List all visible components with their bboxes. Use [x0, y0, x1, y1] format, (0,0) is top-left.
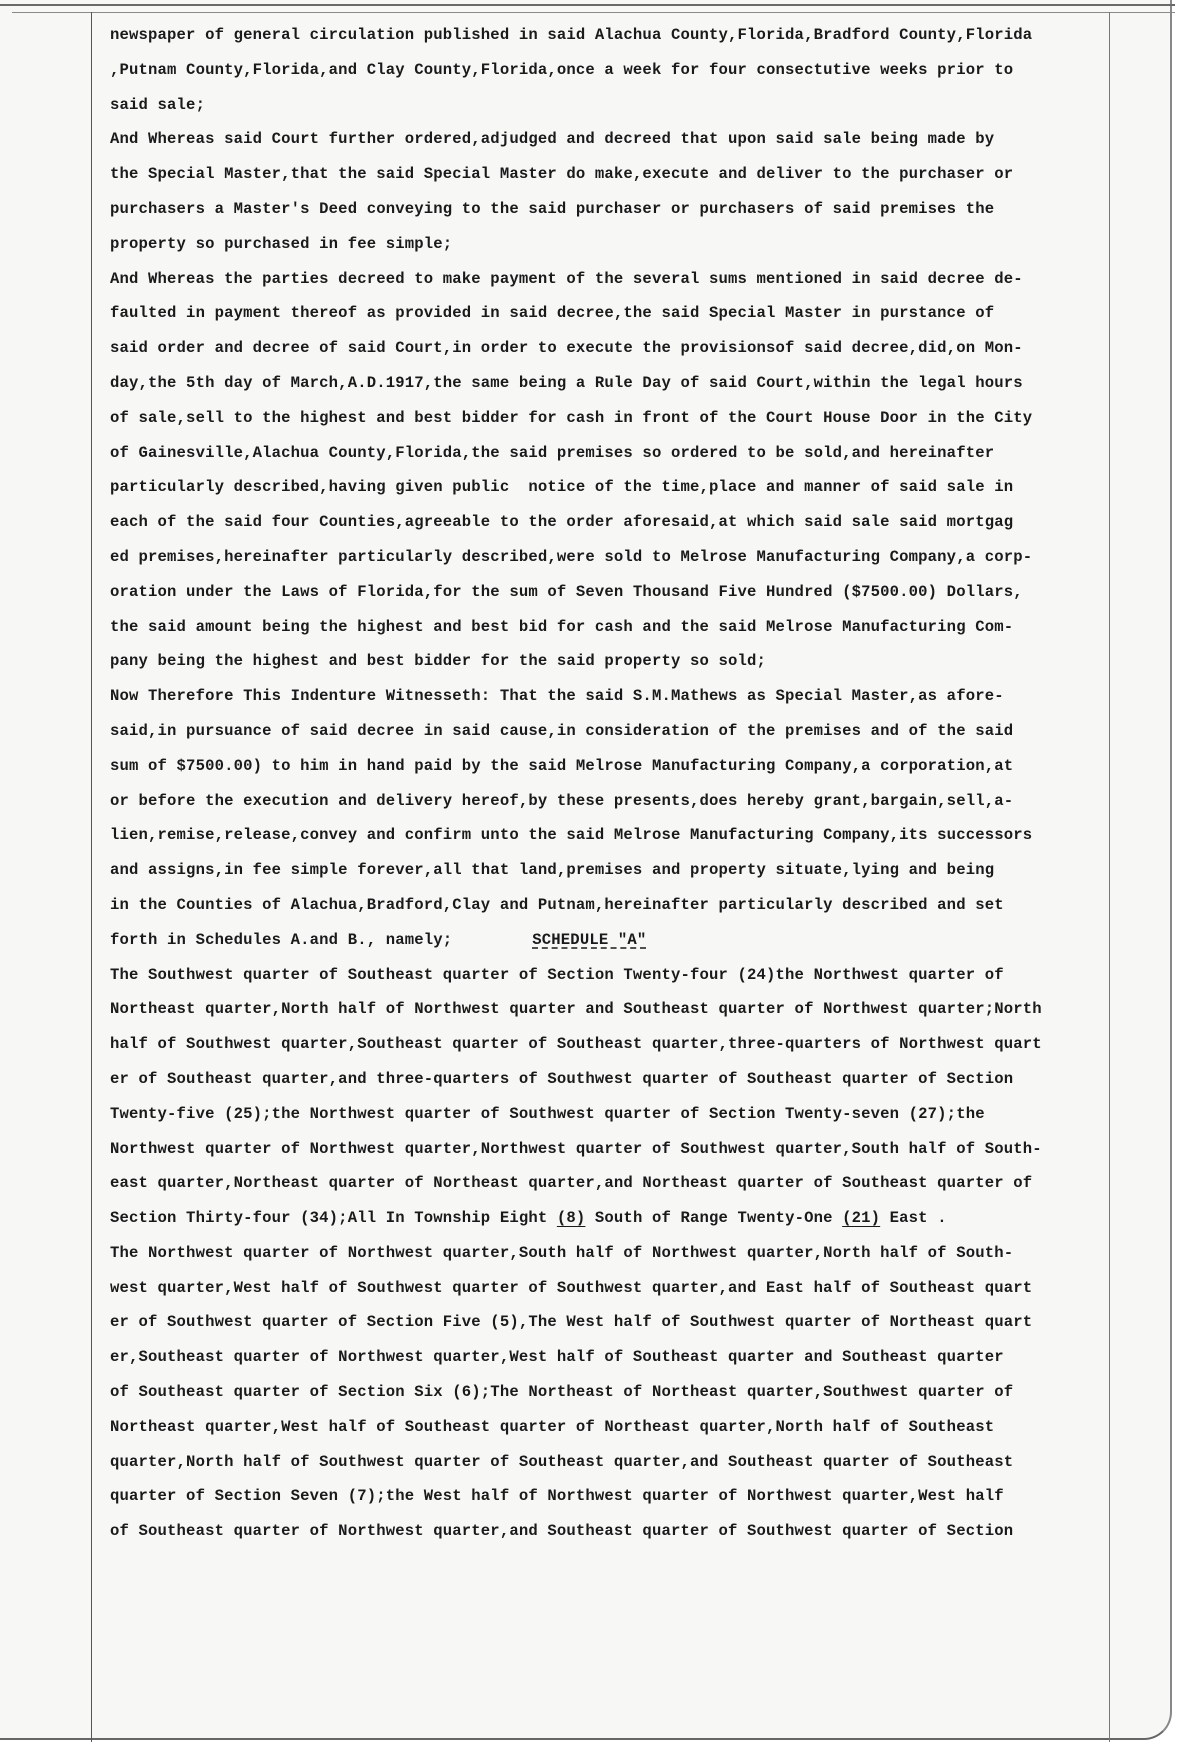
- text-line: faulted in payment thereof as provided in said decree,the said Special Master in purstance of: [110, 304, 995, 323]
- township-number: (8): [556, 1209, 586, 1228]
- text-line: the said amount being the highest and best bid for cash and the said Melrose Manufacturing Com-: [110, 617, 1014, 636]
- township-text: Section Thirty-four (34);All In Township Eight: [110, 1209, 557, 1228]
- text-line: pany being the highest and best bidder for the said property so sold;: [110, 652, 767, 671]
- schedule-intro-line: [110, 923, 1120, 958]
- text-line: or before the execution and delivery hereof,by these presents,does hereby grant,bargain,sell,a-: [110, 791, 1014, 810]
- text-line: property so purchased in fee simple;: [110, 234, 453, 253]
- text-line: said order and decree of said Court,in order to execute the provisionsof said decree,did,on Mon-: [110, 339, 1023, 358]
- text-line: purchasers a Master's Deed conveying to the said purchaser or purchasers of said premises the: [110, 199, 995, 218]
- text-line: west quarter,West half of Southwest quarter of Southwest quarter,and East half of Southeast quart: [110, 1278, 1033, 1297]
- text-line: in the Counties of Alachua,Bradford,Clay and Putnam,hereinafter particularly described and set: [110, 895, 1004, 914]
- left-margin-line: [91, 12, 92, 1742]
- text-line: oration under the Laws of Florida,for the sum of Seven Thousand Five Hundred ($7500.00) Dollars,: [110, 582, 1023, 601]
- text-line: of sale,sell to the highest and best bidder for cash in front of the Court House Door in the City: [110, 408, 1033, 427]
- text-line: And Whereas the parties decreed to make payment of the several sums mentioned in said decree de-: [110, 269, 1023, 288]
- text-line: ed premises,hereinafter particularly described,were sold to Melrose Manufacturing Company,a corp-: [110, 547, 1033, 566]
- schedule-intro-text: forth in Schedules A.and B., namely;: [110, 930, 453, 949]
- direction-text: East .: [880, 1209, 947, 1228]
- text-line: Twenty-five (25);the Northwest quarter of Southwest quarter of Section Twenty-seven (27);the: [110, 1104, 985, 1123]
- text-line: said,in pursuance of said decree in said cause,in consideration of the premises and of the said: [110, 721, 1014, 740]
- text-line: of Southeast quarter of Northwest quarter,and Southeast quarter of Southwest quarter of Section: [110, 1522, 1014, 1541]
- text-line: The Northwest quarter of Northwest quarter,South half of Northwest quarter,North half of South-: [110, 1243, 1014, 1262]
- text-line: Northeast quarter,North half of Northwest quarter and Southeast quarter of Northwest quarter;North: [110, 1000, 1042, 1019]
- text-line: lien,remise,release,convey and confirm unto the said Melrose Manufacturing Company,its successors: [110, 826, 1033, 845]
- text-line: er of Southwest quarter of Section Five (5),The West half of Southwest quarter of Northeast quart: [110, 1313, 1033, 1332]
- schedule-a-heading: SCHEDULE "A": [532, 930, 647, 949]
- range-text: South of Range Twenty-One: [585, 1209, 843, 1228]
- text-line: The Southwest quarter of Southeast quarter of Section Twenty-four (24)the Northwest quarter of: [110, 965, 1004, 984]
- text-line: And Whereas said Court further ordered,adjudged and decreed that upon said sale being made by: [110, 130, 995, 149]
- text-line: half of Southwest quarter,Southeast quarter of Southeast quarter,three-quarters of Northwest quart: [110, 1035, 1042, 1054]
- township-line: [110, 1201, 1120, 1236]
- text-line: of Southeast quarter of Section Six (6);The Northeast of Northeast quarter,Southwest quarter of: [110, 1383, 1014, 1402]
- text-line: particularly described,having given public notice of the time,place and manner of said sale in: [110, 478, 1014, 497]
- top-border-rule-inner: [12, 12, 1175, 13]
- text-line: of Gainesville,Alachua County,Florida,the said premises so ordered to be sold,and hereinafter: [110, 443, 995, 462]
- text-line: er of Southeast quarter,and three-quarters of Southwest quarter of Southeast quarter of Section: [110, 1069, 1014, 1088]
- text-line: sum of $7500.00) to him in hand paid by the said Melrose Manufacturing Company,a corporation,at: [110, 756, 1014, 775]
- text-line: quarter of Section Seven (7);the West half of Northwest quarter of Northwest quarter,West half: [110, 1487, 1004, 1506]
- top-border-rule: [0, 4, 1175, 6]
- text-line: east quarter,Northeast quarter of Northeast quarter,and Northeast quarter of Southeast quarter of: [110, 1174, 1033, 1193]
- text-line: and assigns,in fee simple forever,all that land,premises and property situate,lying and being: [110, 861, 995, 880]
- deed-text: [110, 18, 1120, 1549]
- text-line: er,Southeast quarter of Northwest quarter,West half of Southeast quarter and Southeast quarter: [110, 1348, 1004, 1367]
- text-line: quarter,North half of Southwest quarter of Southeast quarter,and Southeast quarter of Southeast: [110, 1452, 1014, 1471]
- text-line: Northeast quarter,West half of Southeast quarter of Northeast quarter,North half of Southeast: [110, 1417, 995, 1436]
- text-line: ,Putnam County,Florida,and Clay County,Florida,once a week for four consectutive weeks prior to: [110, 60, 1014, 79]
- text-line: the Special Master,that the said Special Master do make,execute and deliver to the purchaser or: [110, 165, 1014, 184]
- text-line: each of the said four Counties,agreeable to the order aforesaid,at which said sale said mortgag: [110, 513, 1014, 532]
- text-line: newspaper of general circulation published in said Alachua County,Florida,Bradford County,Florida: [110, 26, 1033, 44]
- text-line: said sale;: [110, 95, 206, 114]
- text-line: day,the 5th day of March,A.D.1917,the same being a Rule Day of said Court,within the legal hours: [110, 373, 1023, 392]
- text-line: Northwest quarter of Northwest quarter,Northwest quarter of Southwest quarter,South half of South-: [110, 1139, 1042, 1158]
- text-line: Now Therefore This Indenture Witnesseth: That the said S.M.Mathews as Special Master,as afore-: [110, 687, 1004, 706]
- range-number: (21): [842, 1209, 881, 1228]
